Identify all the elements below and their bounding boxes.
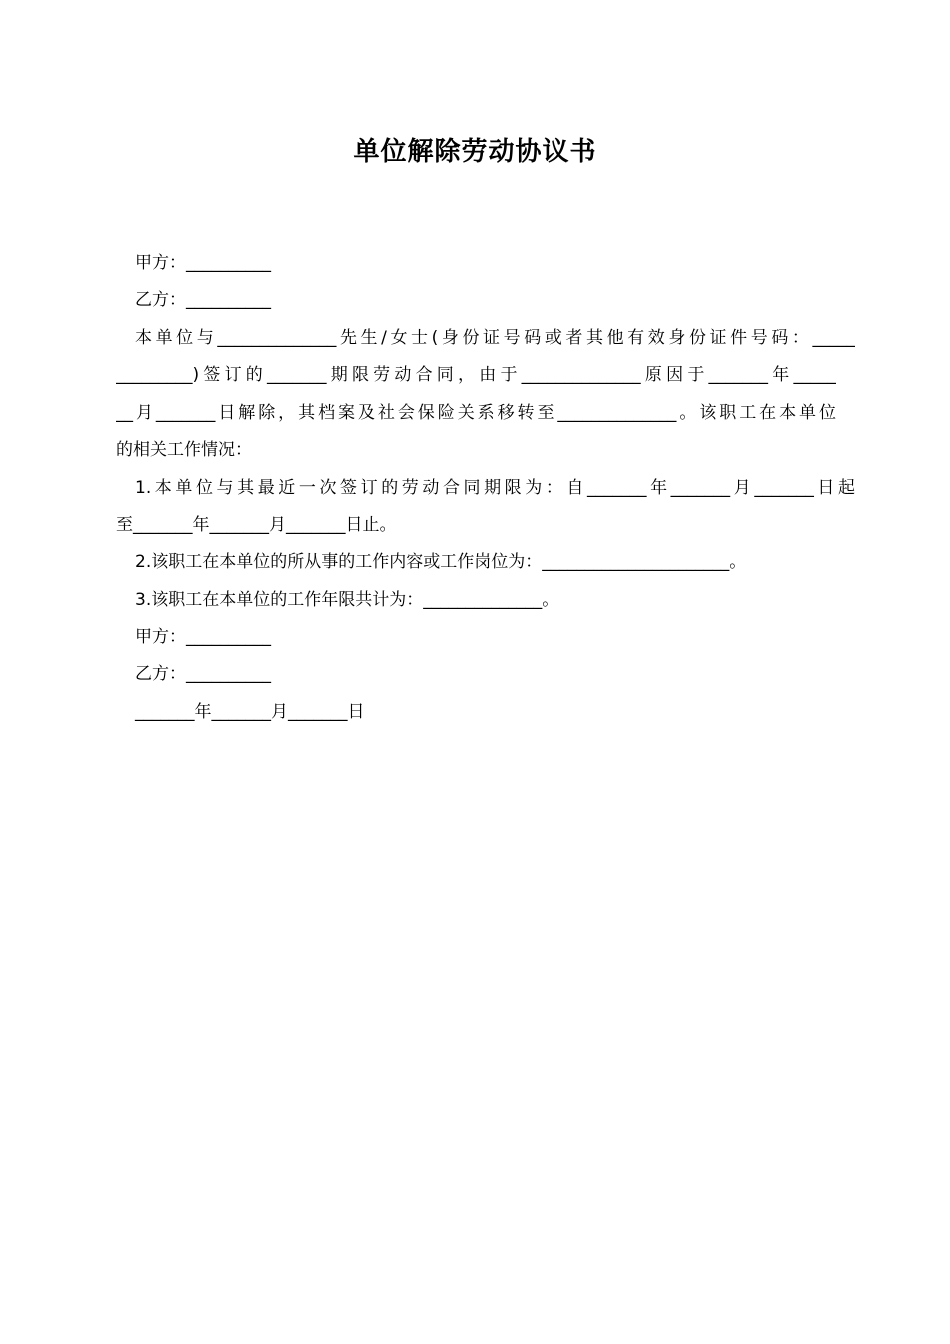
item-2-line: 2.该职工在本单位的所从事的工作内容或工作岗位为：______________________。 [135,552,747,572]
signature-party-a-line: 甲方：__________ [135,627,271,647]
party-b-line: 乙方：__________ [135,290,271,310]
body-paragraph-line-3: __月_______日解除，其档案及社会保险关系移转至______________。该职工在本单位 [116,403,836,423]
document-title: 单位解除劳动协议书 [353,137,597,167]
signature-party-b-line: 乙方：__________ [135,664,271,684]
item-1-line-2: 至_______年_______月_______日止。 [116,515,397,535]
item-1-line-1: 1.本单位与其最近一次签订的劳动合同期限为：自_______年_______月_______日起 [135,478,855,498]
body-paragraph-line-1: 本单位与______________先生/女士(身份证号码或者其他有效身份证件号码：_____ [135,328,855,348]
signature-date-line: _______年_______月_______日 [135,702,365,722]
body-paragraph-line-2: _________)签订的_______期限劳动合同，由于______________原因于_______年_____ [116,365,836,385]
party-a-line: 甲方：__________ [135,253,271,273]
item-3-line: 3.该职工在本单位的工作年限共计为：______________。 [135,590,560,610]
body-paragraph-line-4: 的相关工作情况： [116,440,252,460]
